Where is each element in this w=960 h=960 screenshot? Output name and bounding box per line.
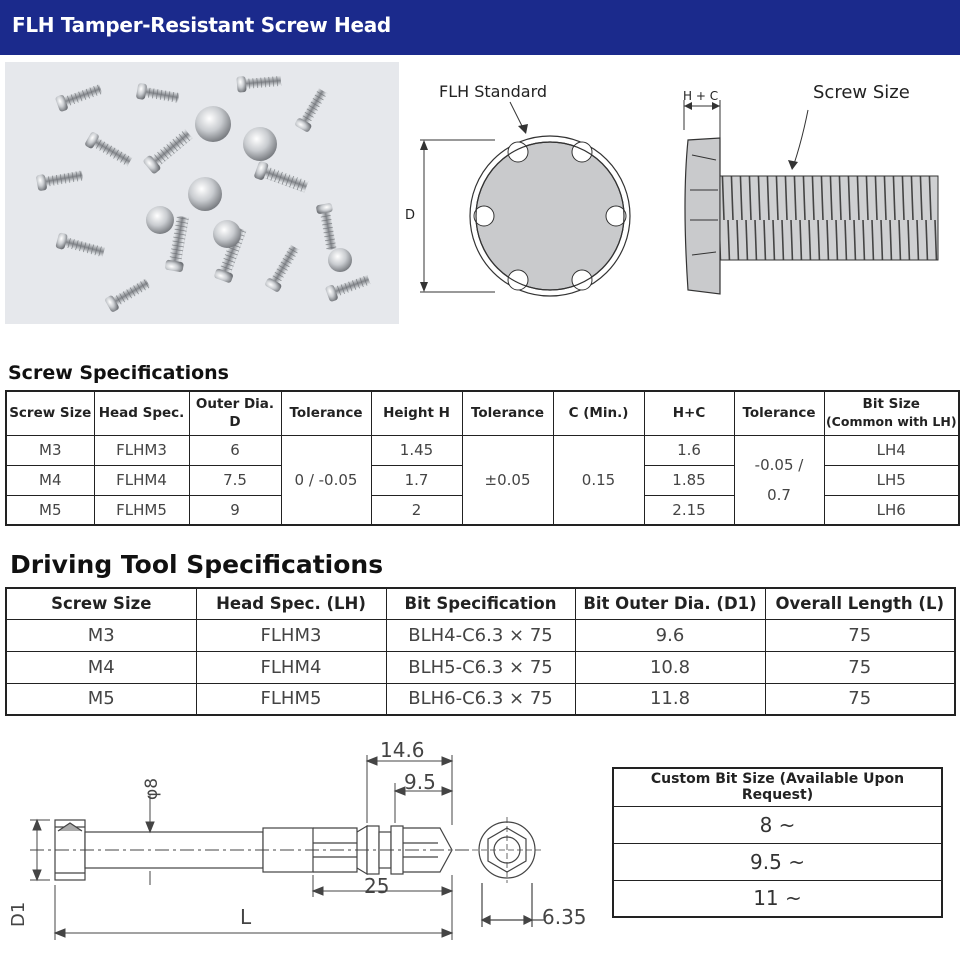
cell-hc: 1.6 <box>644 435 734 465</box>
cell-hc: 1.85 <box>644 465 734 495</box>
cell-tolerance-h: ±0.05 <box>462 435 553 525</box>
col-c-min: C (Min.) <box>553 391 644 435</box>
cell-d: 9 <box>189 495 281 525</box>
cell-tolerance-d: 0 / -0.05 <box>281 435 371 525</box>
col-tolerance-hc: Tolerance <box>734 391 824 435</box>
dim-14-6: 14.6 <box>380 738 425 762</box>
cell-c-min: 0.15 <box>553 435 644 525</box>
screws-photo <box>5 62 399 324</box>
head-label: FLH Standard <box>439 82 548 101</box>
col-h-c: H+C <box>644 391 734 435</box>
screw-side <box>685 138 938 294</box>
dim-25: 25 <box>364 874 390 898</box>
dim-l: L <box>240 905 252 929</box>
side-label: Screw Size <box>813 82 910 103</box>
col-height-h: Height H <box>371 391 462 435</box>
cell-size: M4 <box>6 465 94 495</box>
cell-head: FLHM5 <box>94 495 189 525</box>
col-screw-size: Screw Size <box>6 391 94 435</box>
screw-specs-header-row <box>6 391 959 435</box>
cell-d: 7.5 <box>189 465 281 495</box>
bit-drawing <box>0 735 605 960</box>
screw-specs-table <box>5 390 960 526</box>
header-banner <box>0 0 960 55</box>
table-row <box>6 435 959 465</box>
cell-d: 6 <box>189 435 281 465</box>
bit-end-view <box>472 817 545 927</box>
tool-specs-header-row <box>6 588 955 619</box>
custom-bit-header: Custom Bit Size (Available Upon Request) <box>613 768 942 806</box>
col-bit-size: Bit Size (Common with LH) <box>824 391 959 435</box>
cell-bit: LH4 <box>824 435 959 465</box>
side-dim-hc: H + C <box>683 89 719 103</box>
cell-bit: LH5 <box>824 465 959 495</box>
col-head-spec: Head Spec. <box>94 391 189 435</box>
cell-head: FLHM4 <box>94 465 189 495</box>
cell-size: M5 <box>6 495 94 525</box>
dim-phi8: φ8 <box>142 777 162 800</box>
col-bit-spec: Bit Specification <box>386 588 575 619</box>
dim-6-35: 6.35 <box>542 905 587 929</box>
head-outline <box>470 136 630 296</box>
head-top-view-figure <box>400 70 650 310</box>
bit-outline <box>30 820 470 880</box>
head-dim-d: D <box>405 208 416 223</box>
table-row: M5 FLHM5 BLH6-C6.3 × 75 11.8 75 <box>6 683 955 715</box>
cell-bit: LH6 <box>824 495 959 525</box>
custom-bit-table <box>612 767 943 918</box>
table-row: M3 FLHM3 BLH4-C6.3 × 75 9.6 75 <box>6 619 955 651</box>
col-screw-size: Screw Size <box>6 588 196 619</box>
cell-h: 1.45 <box>371 435 462 465</box>
col-outer-dia: Outer Dia. D <box>189 391 281 435</box>
cell-h: 1.7 <box>371 465 462 495</box>
cell-tolerance-hc: -0.05 / 0.7 <box>734 435 824 525</box>
col-overall-length: Overall Length (L) <box>765 588 955 619</box>
col-bit-outer-dia: Bit Outer Dia. (D1) <box>575 588 765 619</box>
table-row: 9.5 ~ <box>613 843 942 880</box>
side-view-figure <box>672 80 952 310</box>
custom-bit-header-row <box>613 768 942 806</box>
screw-specs-title: Screw Specifications <box>8 362 229 384</box>
tool-specs-table <box>5 587 956 716</box>
cell-hc: 2.15 <box>644 495 734 525</box>
col-tolerance-d: Tolerance <box>281 391 371 435</box>
tool-specs-title: Driving Tool Specifications <box>10 550 384 579</box>
table-row: M4 FLHM4 BLH5-C6.3 × 75 10.8 75 <box>6 651 955 683</box>
cell-h: 2 <box>371 495 462 525</box>
table-row: 8 ~ <box>613 806 942 843</box>
dim-d1: D1 <box>8 901 29 927</box>
dim-9-5: 9.5 <box>404 770 436 794</box>
cell-size: M3 <box>6 435 94 465</box>
cell-head: FLHM3 <box>94 435 189 465</box>
col-tolerance-h: Tolerance <box>462 391 553 435</box>
col-head-spec-lh: Head Spec. (LH) <box>196 588 386 619</box>
page-title: FLH Tamper-Resistant Screw Head <box>12 13 391 37</box>
table-row: 11 ~ <box>613 880 942 917</box>
